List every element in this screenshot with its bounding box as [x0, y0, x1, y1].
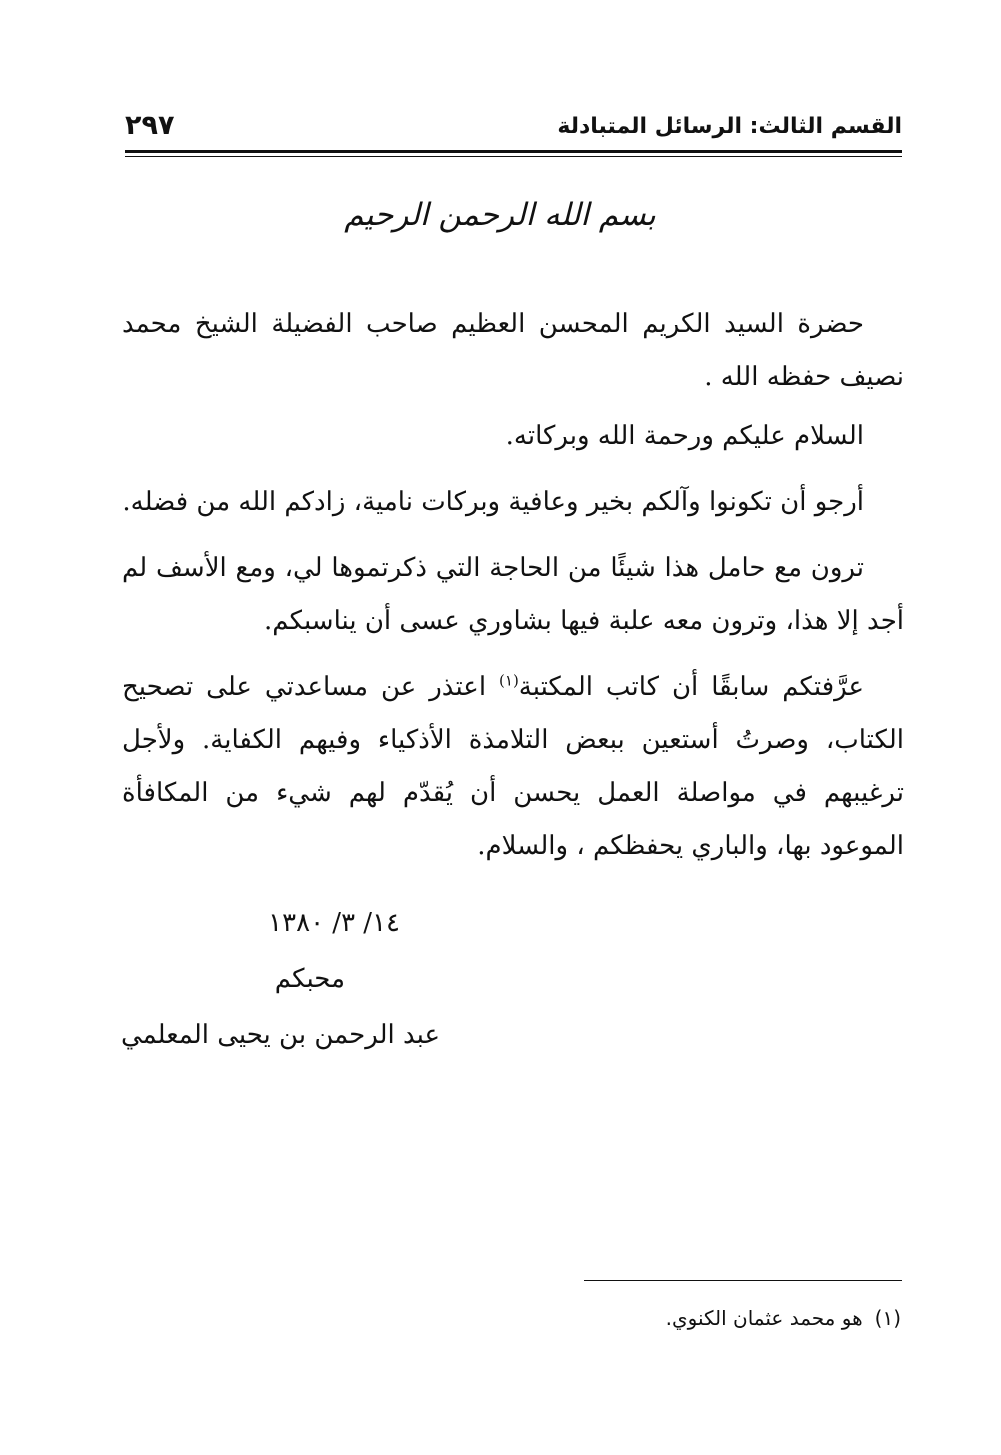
running-header — [125, 112, 902, 144]
basmala-calligraphy: بسم الله الرحمن الرحيم — [344, 197, 656, 233]
page-number: ٢٩٧ — [125, 110, 175, 141]
salutation-paragraph: حضرة السيد الكريم المحسن العظيم صاحب الفضيلة الشيخ محمد نصيف حفظه الله . — [122, 309, 904, 392]
signature-block — [120, 895, 460, 1063]
author-name: عبد الرحمن بن يحيى المعلمي — [120, 1020, 440, 1050]
header-rule-thin — [125, 156, 902, 157]
letter-date: ١٤/ ٣/ ١٣٨٠ — [268, 908, 400, 938]
wishes-paragraph: أرجو أن تكونوا وآلكم بخير وعافية وبركات نامية، زادكم الله من فضله. — [122, 487, 864, 517]
request-paragraph — [122, 661, 904, 873]
footnote-rule — [584, 1280, 902, 1281]
letter-body — [122, 298, 904, 886]
footnote-reference: (١) — [499, 671, 519, 690]
header-rule — [125, 150, 902, 153]
footnote-marker: (١) — [874, 1306, 901, 1330]
gift-paragraph: ترون مع حامل هذا شيئًا من الحاجة التي ذكرتموها لي، ومع الأسف لم أجد إلا هذا، وترون معه علبة فيها بشاوري عسى أن يناسبكم. — [122, 553, 904, 636]
greeting-paragraph: السلام عليكم ورحمة الله وبركاته. — [505, 421, 864, 451]
request-text-start: عرَّفتكم سابقًا أن كاتب المكتبة — [518, 672, 865, 702]
footnote-text: هو محمد عثمان الكنوي. — [665, 1306, 863, 1330]
footnote — [666, 1300, 901, 1336]
section-title: القسم الثالث: الرسائل المتبادلة — [557, 114, 902, 139]
closing-phrase: محبكم — [274, 964, 345, 994]
request-text-end: اعتذر عن مساعدتي على تصحيح الكتاب، وصرتُ أستعين ببعض التلامذة الأذكياء وفيهم الكفاية. ولأجل ترغيبهم في مواصلة العمل يحسن أن يُقدّم لهم شيء من المكافأة الموعود بها، والباري يحفظكم ، والسلام. — [122, 672, 904, 861]
